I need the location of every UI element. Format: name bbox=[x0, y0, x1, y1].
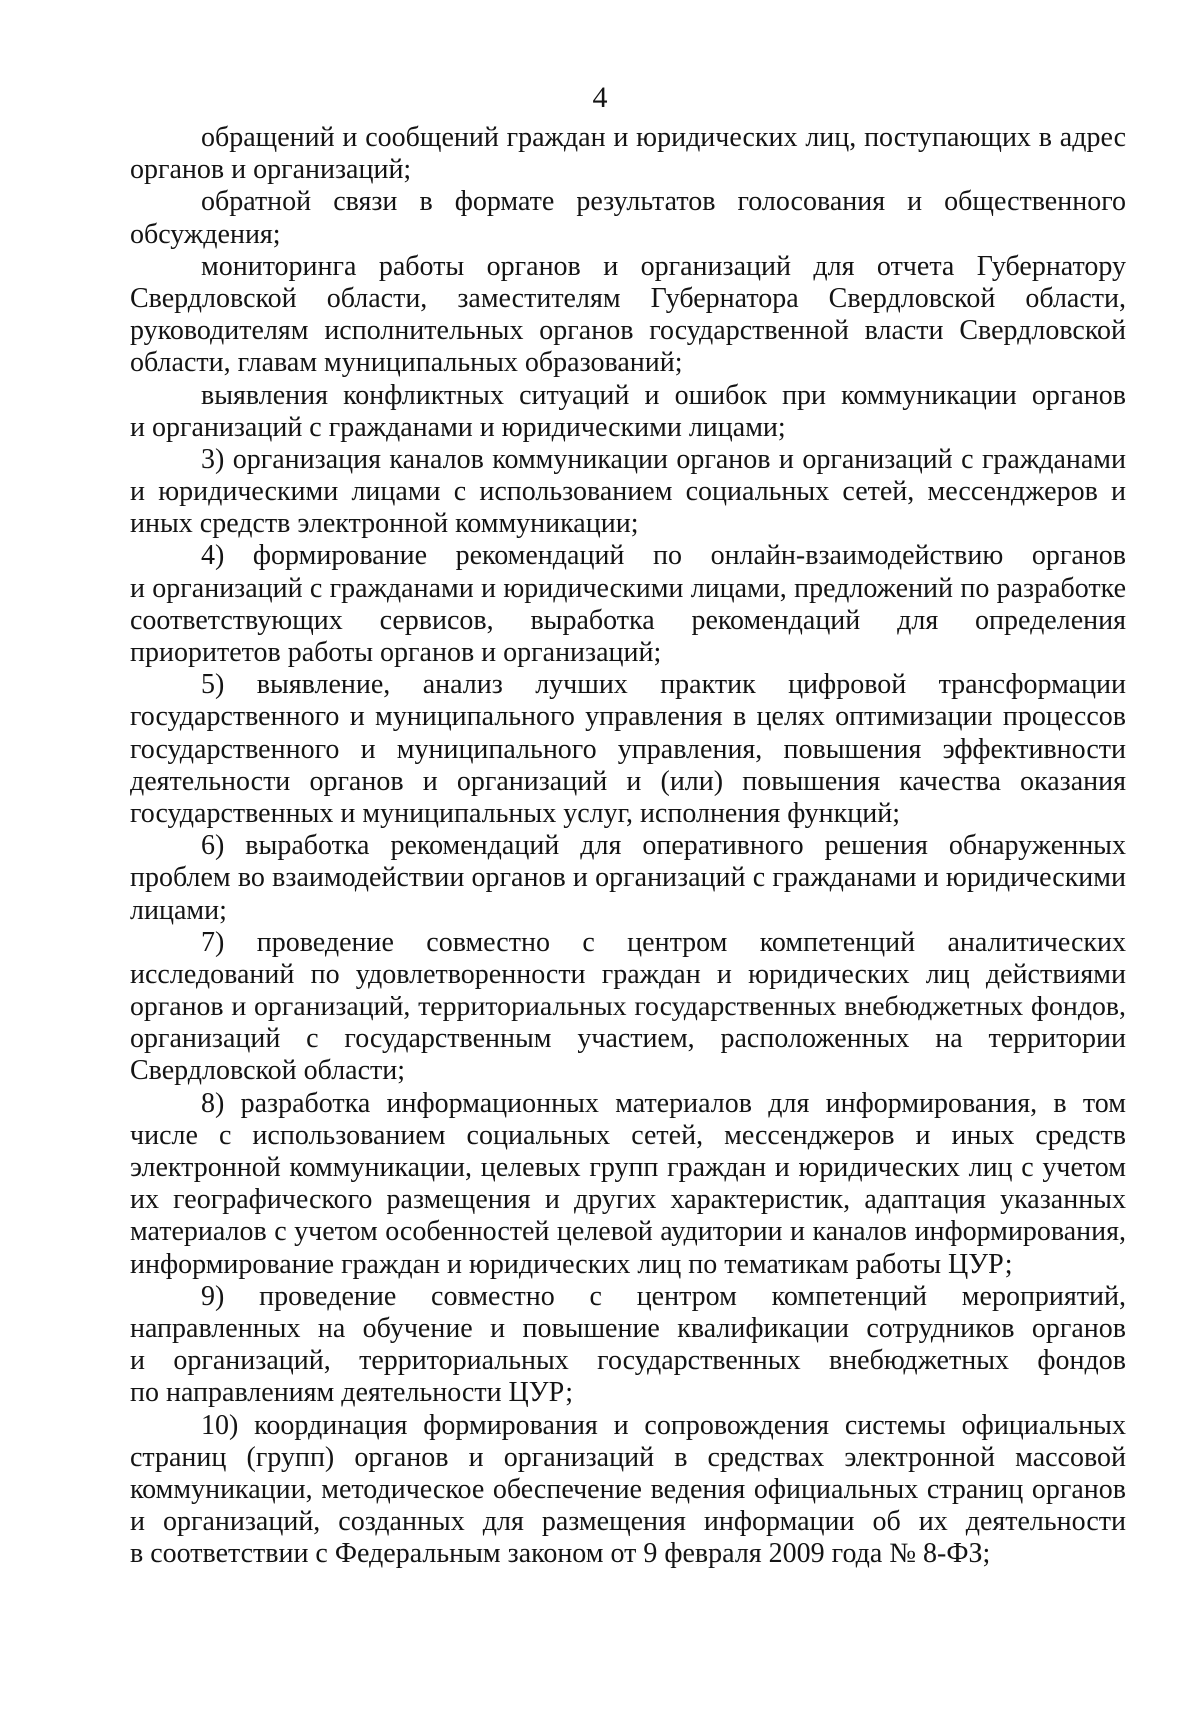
text-line: коммуникации, методическое обеспечение ведения официальных страниц органов bbox=[130, 1473, 1126, 1505]
text-line: и организаций с гражданами и юридическими лицами, предложений по разработке bbox=[130, 572, 1126, 604]
text-line: 5) выявление, анализ лучших практик цифровой трансформации bbox=[201, 669, 1126, 701]
text-line: и организаций, созданных для размещения информации об их деятельности bbox=[130, 1506, 1126, 1538]
text-line: и организаций, территориальных государственных внебюджетных фондов bbox=[130, 1345, 1126, 1377]
text-line: электронной коммуникации, целевых групп граждан и юридических лиц с учетом bbox=[130, 1152, 1126, 1183]
text-line: 6) выработка рекомендаций для оперативного решения обнаруженных bbox=[201, 830, 1126, 862]
text-line: государственных и муниципальных услуг, исполнения функций; bbox=[130, 797, 900, 829]
text-line: 4) формирование рекомендаций по онлайн-взаимодействию органов bbox=[201, 540, 1126, 572]
text-line: в соответствии с Федеральным законом от 9 февраля 2009 года № 8-ФЗ; bbox=[130, 1538, 991, 1570]
text-line: области, главам муниципальных образований; bbox=[130, 347, 683, 379]
text-line: организаций с государственным участием, расположенных на территории bbox=[130, 1023, 1126, 1055]
text-line: страниц (групп) органов и организаций в средствах электронной массовой bbox=[130, 1441, 1126, 1473]
text-line: 8) разработка информационных материалов для информирования, в том bbox=[201, 1087, 1126, 1119]
document-body bbox=[130, 122, 1126, 1570]
text-line: государственного и муниципального управления в целях оптимизации процессов bbox=[130, 701, 1126, 733]
text-line: по направлениям деятельности ЦУР; bbox=[130, 1377, 573, 1409]
text-line: 9) проведение совместно с центром компетенций мероприятий, bbox=[201, 1280, 1126, 1312]
text-line: руководителям исполнительных органов государственной власти Свердловской bbox=[130, 315, 1126, 347]
text-line: и юридическими лицами с использованием социальных сетей, мессенджеров и bbox=[130, 476, 1126, 508]
text-line: иных средств электронной коммуникации; bbox=[130, 508, 639, 540]
text-line: выявления конфликтных ситуаций и ошибок при коммуникации органов bbox=[201, 379, 1126, 411]
text-line: Свердловской области, заместителям Губернатора Свердловской области, bbox=[130, 282, 1126, 314]
text-line: органов и организаций, территориальных государственных внебюджетных фондов, bbox=[130, 991, 1126, 1023]
text-line: информирование граждан и юридических лиц по тематикам работы ЦУР; bbox=[130, 1248, 1013, 1280]
text-line: Свердловской области; bbox=[130, 1055, 406, 1087]
text-line: 7) проведение совместно с центром компетенций аналитических bbox=[201, 926, 1126, 958]
text-line: числе с использованием социальных сетей, мессенджеров и иных средств bbox=[130, 1119, 1126, 1151]
text-line: приоритетов работы органов и организаций; bbox=[130, 637, 662, 668]
text-line: материалов с учетом особенностей целевой аудитории и каналов информирования, bbox=[130, 1216, 1126, 1248]
text-line: мониторинга работы органов и организаций для отчета Губернатору bbox=[201, 250, 1126, 282]
text-line: соответствующих сервисов, выработка рекомендаций для определения bbox=[130, 604, 1126, 636]
page-number: 4 bbox=[592, 81, 608, 114]
text-line: обращений и сообщений граждан и юридических лиц, поступающих в адрес bbox=[201, 122, 1126, 153]
text-line: 10) координация формирования и сопровождения системы официальных bbox=[201, 1409, 1126, 1441]
text-line: лицами; bbox=[130, 894, 227, 926]
text-line: обратной связи в формате результатов голосования и общественного bbox=[201, 186, 1126, 218]
text-line: обсуждения; bbox=[130, 218, 281, 250]
text-line: государственного и муниципального управления, повышения эффективности bbox=[130, 733, 1126, 765]
text-line: органов и организаций; bbox=[130, 154, 412, 186]
text-line: 3) организация каналов коммуникации органов и организаций с гражданами bbox=[201, 443, 1126, 475]
text-line: исследований по удовлетворенности граждан и юридических лиц действиями bbox=[130, 958, 1126, 990]
text-line: и организаций с гражданами и юридическими лицами; bbox=[130, 411, 786, 443]
text-line: проблем во взаимодействии органов и организаций с гражданами и юридическими bbox=[130, 862, 1126, 894]
text-line: их географического размещения и других характеристик, адаптация указанных bbox=[130, 1184, 1126, 1216]
text-line: деятельности органов и организаций и (или) повышения качества оказания bbox=[130, 765, 1126, 797]
text-line: направленных на обучение и повышение квалификации сотрудников органов bbox=[130, 1312, 1126, 1344]
